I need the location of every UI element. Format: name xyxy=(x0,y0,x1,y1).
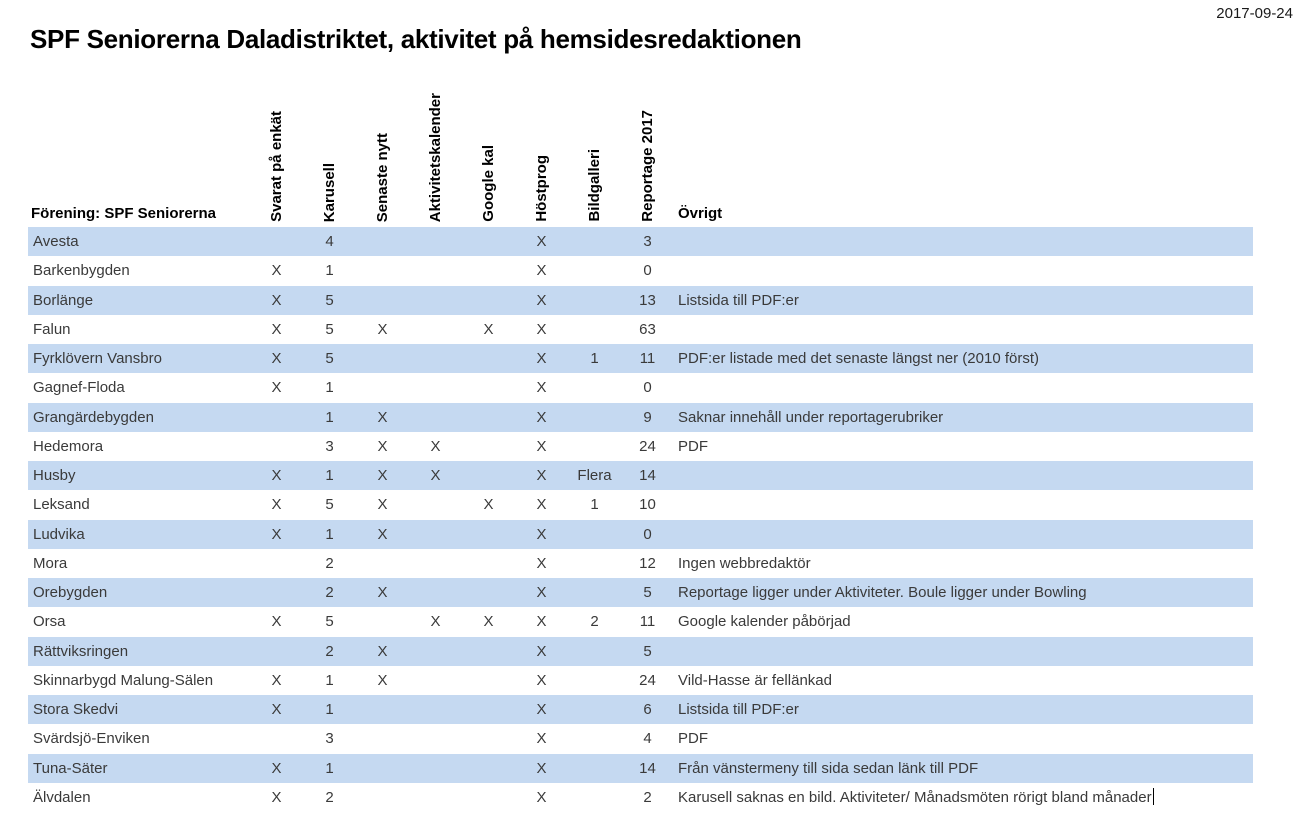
cell-svarat-pa-enkat xyxy=(250,578,303,607)
cell-aktivitetskalender xyxy=(409,695,462,724)
cell-google-kal: X xyxy=(483,613,494,631)
cell-hostprog: X xyxy=(536,291,547,309)
table-row xyxy=(28,754,1253,783)
ovrigt-text: Vild-Hasse är fellänkad xyxy=(678,671,832,689)
cell-karusell: 1 xyxy=(325,379,334,397)
cell-hostprog: X xyxy=(536,408,547,426)
cell-karusell: 1 xyxy=(325,701,334,718)
cell-hostprog: X xyxy=(536,554,547,572)
cell-ovrigt xyxy=(674,695,1253,724)
cell-ovrigt xyxy=(674,666,1253,695)
cell-senaste-nytt xyxy=(356,373,409,402)
cell-bildgalleri: 1 xyxy=(590,350,599,367)
table-row xyxy=(28,461,1253,490)
cell-aktivitetskalender xyxy=(409,754,462,783)
cell-svarat-pa-enkat: X xyxy=(271,291,282,309)
cell-bildgalleri: 2 xyxy=(590,613,599,631)
cell-ovrigt xyxy=(674,520,1253,549)
cell-aktivitetskalender xyxy=(409,344,462,373)
cell-google-kal: X xyxy=(483,320,494,338)
cell-senaste-nytt: X xyxy=(377,320,388,338)
cell-karusell: 5 xyxy=(325,613,334,631)
cell-ovrigt xyxy=(674,607,1253,636)
cell-google-kal xyxy=(462,637,515,666)
table-row xyxy=(28,315,1253,344)
page-title: SPF Seniorerna Daladistriktet, aktivitet på hemsidesredaktionen xyxy=(30,24,802,54)
cell-bildgalleri xyxy=(568,520,621,549)
table-row xyxy=(28,344,1253,373)
cell-google-kal xyxy=(462,666,515,695)
table-row xyxy=(28,637,1253,666)
cell-ovrigt xyxy=(674,549,1253,578)
cell-karusell: 1 xyxy=(325,467,334,484)
cell-bildgalleri xyxy=(568,286,621,315)
cell-svarat-pa-enkat xyxy=(250,432,303,461)
cell-karusell: 2 xyxy=(325,584,334,601)
cell-karusell: 3 xyxy=(325,437,334,455)
cell-ovrigt xyxy=(674,578,1253,607)
cell-senaste-nytt: X xyxy=(377,437,388,455)
cell-bildgalleri xyxy=(568,549,621,578)
cell-forening: Husby xyxy=(33,467,76,484)
cell-google-kal xyxy=(462,461,515,490)
cell-forening: Tuna-Säter xyxy=(33,759,108,777)
activity-table xyxy=(28,74,1253,812)
cell-ovrigt xyxy=(674,432,1253,461)
cell-aktivitetskalender xyxy=(409,783,462,812)
cell-google-kal xyxy=(462,403,515,432)
cell-forening: Barkenbygden xyxy=(33,262,130,280)
cell-aktivitetskalender: X xyxy=(430,467,441,484)
cell-aktivitetskalender xyxy=(409,549,462,578)
cell-bildgalleri xyxy=(568,578,621,607)
cell-forening: Grangärdebygden xyxy=(33,408,154,426)
cell-senaste-nytt xyxy=(356,344,409,373)
cell-bildgalleri xyxy=(568,724,621,753)
cell-svarat-pa-enkat: X xyxy=(271,467,282,484)
cell-reportage-2017: 24 xyxy=(639,437,656,455)
ovrigt-text: Google kalender påbörjad xyxy=(678,613,851,631)
cell-reportage-2017: 11 xyxy=(639,613,656,631)
cell-reportage-2017: 13 xyxy=(639,291,656,309)
cell-senaste-nytt: X xyxy=(377,642,388,660)
cell-reportage-2017: 14 xyxy=(639,759,656,777)
table-row xyxy=(28,373,1253,402)
cell-forening: Orebygden xyxy=(33,584,108,601)
cell-bildgalleri xyxy=(568,403,621,432)
cell-karusell: 5 xyxy=(325,496,334,514)
ovrigt-text: Från vänstermeny till sida sedan länk till PDF xyxy=(678,759,979,777)
cell-aktivitetskalender xyxy=(409,403,462,432)
cell-senaste-nytt: X xyxy=(377,671,388,689)
cell-hostprog: X xyxy=(536,642,547,660)
cell-svarat-pa-enkat: X xyxy=(271,613,282,631)
table-row xyxy=(28,286,1253,315)
cell-senaste-nytt: X xyxy=(377,467,388,484)
cell-google-kal xyxy=(462,695,515,724)
cell-reportage-2017: 24 xyxy=(639,671,656,689)
table-row xyxy=(28,520,1253,549)
cell-hostprog: X xyxy=(536,525,547,543)
cell-forening: Gagnef-Floda xyxy=(33,379,125,397)
cell-google-kal xyxy=(462,373,515,402)
cell-reportage-2017: 0 xyxy=(643,379,652,397)
cell-senaste-nytt xyxy=(356,695,409,724)
table-header-row xyxy=(28,74,1253,227)
cell-karusell: 1 xyxy=(325,759,334,777)
cell-aktivitetskalender xyxy=(409,578,462,607)
cell-google-kal xyxy=(462,227,515,256)
cell-senaste-nytt: X xyxy=(377,584,388,601)
ovrigt-text: Listsida till PDF:er xyxy=(678,291,799,309)
column-header-forening: Förening: SPF Seniorerna xyxy=(31,205,217,222)
cell-ovrigt xyxy=(674,490,1253,519)
cell-aktivitetskalender xyxy=(409,520,462,549)
cell-karusell: 1 xyxy=(325,671,334,689)
table-row xyxy=(28,432,1253,461)
ovrigt-text: Saknar innehåll under reportagerubriker xyxy=(678,408,944,426)
cell-karusell: 4 xyxy=(325,233,334,250)
cell-aktivitetskalender xyxy=(409,286,462,315)
cell-senaste-nytt xyxy=(356,256,409,285)
cell-ovrigt xyxy=(674,315,1253,344)
cell-aktivitetskalender xyxy=(409,637,462,666)
cell-karusell: 2 xyxy=(325,788,334,806)
table-row xyxy=(28,666,1253,695)
cell-karusell: 1 xyxy=(325,262,334,280)
cell-aktivitetskalender xyxy=(409,227,462,256)
table-row xyxy=(28,490,1253,519)
cell-bildgalleri xyxy=(568,783,621,812)
cell-hostprog: X xyxy=(536,350,547,367)
cell-bildgalleri xyxy=(568,256,621,285)
table-row xyxy=(28,403,1253,432)
ovrigt-text: Ingen webbredaktör xyxy=(678,554,811,572)
cell-senaste-nytt: X xyxy=(377,408,388,426)
cell-ovrigt xyxy=(674,461,1253,490)
cell-karusell: 5 xyxy=(325,320,334,338)
cell-svarat-pa-enkat xyxy=(250,549,303,578)
cell-forening: Ludvika xyxy=(33,525,85,543)
column-header-senaste-nytt: Senaste nytt xyxy=(374,132,391,222)
table-row xyxy=(28,695,1253,724)
cell-hostprog: X xyxy=(536,262,547,280)
table-row xyxy=(28,227,1253,256)
ovrigt-text: PDF xyxy=(678,437,708,455)
cell-aktivitetskalender xyxy=(409,724,462,753)
cell-reportage-2017: 5 xyxy=(643,642,652,660)
cell-bildgalleri xyxy=(568,666,621,695)
cell-bildgalleri xyxy=(568,227,621,256)
cell-ovrigt xyxy=(674,637,1253,666)
table-row xyxy=(28,607,1253,636)
cell-svarat-pa-enkat: X xyxy=(271,788,282,806)
cell-aktivitetskalender xyxy=(409,256,462,285)
cell-google-kal xyxy=(462,783,515,812)
cell-svarat-pa-enkat: X xyxy=(271,262,282,280)
cell-senaste-nytt xyxy=(356,607,409,636)
cell-reportage-2017: 6 xyxy=(643,701,652,718)
cell-google-kal xyxy=(462,520,515,549)
cell-svarat-pa-enkat: X xyxy=(271,759,282,777)
cell-karusell: 5 xyxy=(325,350,334,367)
column-header-google-kal: Google kal xyxy=(480,145,497,222)
cell-bildgalleri xyxy=(568,373,621,402)
cell-svarat-pa-enkat xyxy=(250,637,303,666)
cell-aktivitetskalender: X xyxy=(430,437,441,455)
cell-senaste-nytt: X xyxy=(377,496,388,514)
cell-hostprog: X xyxy=(536,759,547,777)
cell-reportage-2017: 0 xyxy=(643,525,652,543)
cell-google-kal xyxy=(462,549,515,578)
column-header-hostprog: Höstprog xyxy=(533,155,550,222)
cell-forening: Skinnarbygd Malung-Sälen xyxy=(33,671,214,689)
cell-google-kal xyxy=(462,344,515,373)
cell-senaste-nytt xyxy=(356,724,409,753)
cell-hostprog: X xyxy=(536,730,547,748)
cell-svarat-pa-enkat: X xyxy=(271,701,282,718)
cell-ovrigt xyxy=(674,286,1253,315)
table-body xyxy=(28,227,1253,812)
cell-forening: Hedemora xyxy=(33,437,104,455)
cell-svarat-pa-enkat: X xyxy=(271,379,282,397)
cell-forening: Stora Skedvi xyxy=(33,701,119,718)
cell-google-kal: X xyxy=(483,496,494,514)
cell-aktivitetskalender xyxy=(409,315,462,344)
cell-aktivitetskalender xyxy=(409,666,462,695)
cell-senaste-nytt: X xyxy=(377,525,388,543)
cell-reportage-2017: 4 xyxy=(643,730,652,748)
ovrigt-text: PDF:er listade med det senaste längst ner (2010 först) xyxy=(678,350,1040,367)
cell-bildgalleri xyxy=(568,637,621,666)
cell-aktivitetskalender: X xyxy=(430,613,441,631)
cell-hostprog: X xyxy=(536,437,547,455)
cell-ovrigt xyxy=(674,754,1253,783)
cell-karusell: 1 xyxy=(325,525,334,543)
table-row xyxy=(28,549,1253,578)
cell-svarat-pa-enkat xyxy=(250,403,303,432)
cell-senaste-nytt xyxy=(356,549,409,578)
cell-reportage-2017: 5 xyxy=(643,584,652,601)
cell-reportage-2017: 14 xyxy=(639,467,656,484)
cell-hostprog: X xyxy=(536,613,547,631)
column-header-reportage-2017: Reportage 2017 xyxy=(639,110,656,222)
cell-svarat-pa-enkat: X xyxy=(271,671,282,689)
cell-google-kal xyxy=(462,578,515,607)
cell-forening: Älvdalen xyxy=(33,788,91,806)
cell-bildgalleri xyxy=(568,695,621,724)
cell-reportage-2017: 11 xyxy=(639,350,656,367)
cell-forening: Borlänge xyxy=(33,291,94,309)
cell-forening: Avesta xyxy=(33,233,79,250)
cell-karusell: 1 xyxy=(325,408,334,426)
cell-karusell: 3 xyxy=(325,730,334,748)
cell-hostprog: X xyxy=(536,788,547,806)
cell-senaste-nytt xyxy=(356,227,409,256)
cell-svarat-pa-enkat: X xyxy=(271,350,282,367)
cell-google-kal xyxy=(462,754,515,783)
cell-google-kal xyxy=(462,286,515,315)
cell-karusell: 2 xyxy=(325,642,334,660)
cell-ovrigt[interactable] xyxy=(674,783,1253,812)
cell-bildgalleri xyxy=(568,315,621,344)
cell-forening: Leksand xyxy=(33,496,90,514)
cell-aktivitetskalender xyxy=(409,490,462,519)
cell-ovrigt xyxy=(674,256,1253,285)
cell-hostprog: X xyxy=(536,467,547,484)
cell-forening: Rättviksringen xyxy=(33,642,129,660)
cell-forening: Svärdsjö-Enviken xyxy=(33,730,150,748)
cell-google-kal xyxy=(462,256,515,285)
column-header-svarat-pa-enkat: Svarat på enkät xyxy=(268,111,285,222)
cell-reportage-2017: 63 xyxy=(639,320,656,338)
cell-hostprog: X xyxy=(536,320,547,338)
document-date: 2017-09-24 xyxy=(1216,5,1293,22)
cell-reportage-2017: 2 xyxy=(643,788,652,806)
cell-forening: Fyrklövern Vansbro xyxy=(33,350,162,367)
table-row xyxy=(28,578,1253,607)
cell-karusell: 2 xyxy=(325,554,334,572)
table-row xyxy=(28,724,1253,753)
cell-bildgalleri: Flera xyxy=(577,467,612,484)
cell-svarat-pa-enkat: X xyxy=(271,320,282,338)
cell-bildgalleri: 1 xyxy=(590,496,599,514)
cell-ovrigt xyxy=(674,344,1253,373)
cell-ovrigt xyxy=(674,373,1253,402)
cell-hostprog: X xyxy=(536,379,547,397)
column-header-karusell: Karusell xyxy=(321,162,338,222)
cell-hostprog: X xyxy=(536,671,547,689)
cell-ovrigt xyxy=(674,724,1253,753)
cell-forening: Orsa xyxy=(33,613,66,631)
cell-google-kal xyxy=(462,724,515,753)
cell-reportage-2017: 12 xyxy=(639,554,656,572)
column-header-ovrigt: Övrigt xyxy=(678,205,723,222)
cell-hostprog: X xyxy=(536,701,547,718)
cell-hostprog: X xyxy=(536,584,547,601)
cell-hostprog: X xyxy=(536,496,547,514)
cell-karusell: 5 xyxy=(325,291,334,309)
cell-reportage-2017: 9 xyxy=(643,408,652,426)
cell-forening: Mora xyxy=(33,554,68,572)
cell-forening: Falun xyxy=(33,320,71,338)
cell-reportage-2017: 3 xyxy=(643,233,652,250)
text-cursor xyxy=(1153,788,1154,805)
cell-svarat-pa-enkat: X xyxy=(271,496,282,514)
cell-bildgalleri xyxy=(568,432,621,461)
cell-hostprog: X xyxy=(536,233,547,250)
cell-svarat-pa-enkat: X xyxy=(271,525,282,543)
ovrigt-text: Karusell saknas en bild. Aktiviteter/ Månadsmöten rörigt bland månader xyxy=(678,788,1152,806)
cell-bildgalleri xyxy=(568,754,621,783)
table-row xyxy=(28,256,1253,285)
cell-svarat-pa-enkat xyxy=(250,227,303,256)
cell-senaste-nytt xyxy=(356,783,409,812)
cell-svarat-pa-enkat xyxy=(250,724,303,753)
cell-reportage-2017: 0 xyxy=(643,262,652,280)
column-header-aktivitetskalender: Aktivitetskalender xyxy=(427,92,444,222)
cell-google-kal xyxy=(462,432,515,461)
cell-aktivitetskalender xyxy=(409,373,462,402)
cell-ovrigt xyxy=(674,227,1253,256)
table-row xyxy=(28,783,1253,812)
cell-senaste-nytt xyxy=(356,286,409,315)
ovrigt-text: Listsida till PDF:er xyxy=(678,701,799,718)
cell-reportage-2017: 10 xyxy=(639,496,656,514)
ovrigt-text: PDF xyxy=(678,730,708,748)
cell-ovrigt xyxy=(674,403,1253,432)
ovrigt-text: Reportage ligger under Aktiviteter. Boule ligger under Bowling xyxy=(678,584,1087,601)
column-header-bildgalleri: Bildgalleri xyxy=(586,149,603,222)
cell-senaste-nytt xyxy=(356,754,409,783)
